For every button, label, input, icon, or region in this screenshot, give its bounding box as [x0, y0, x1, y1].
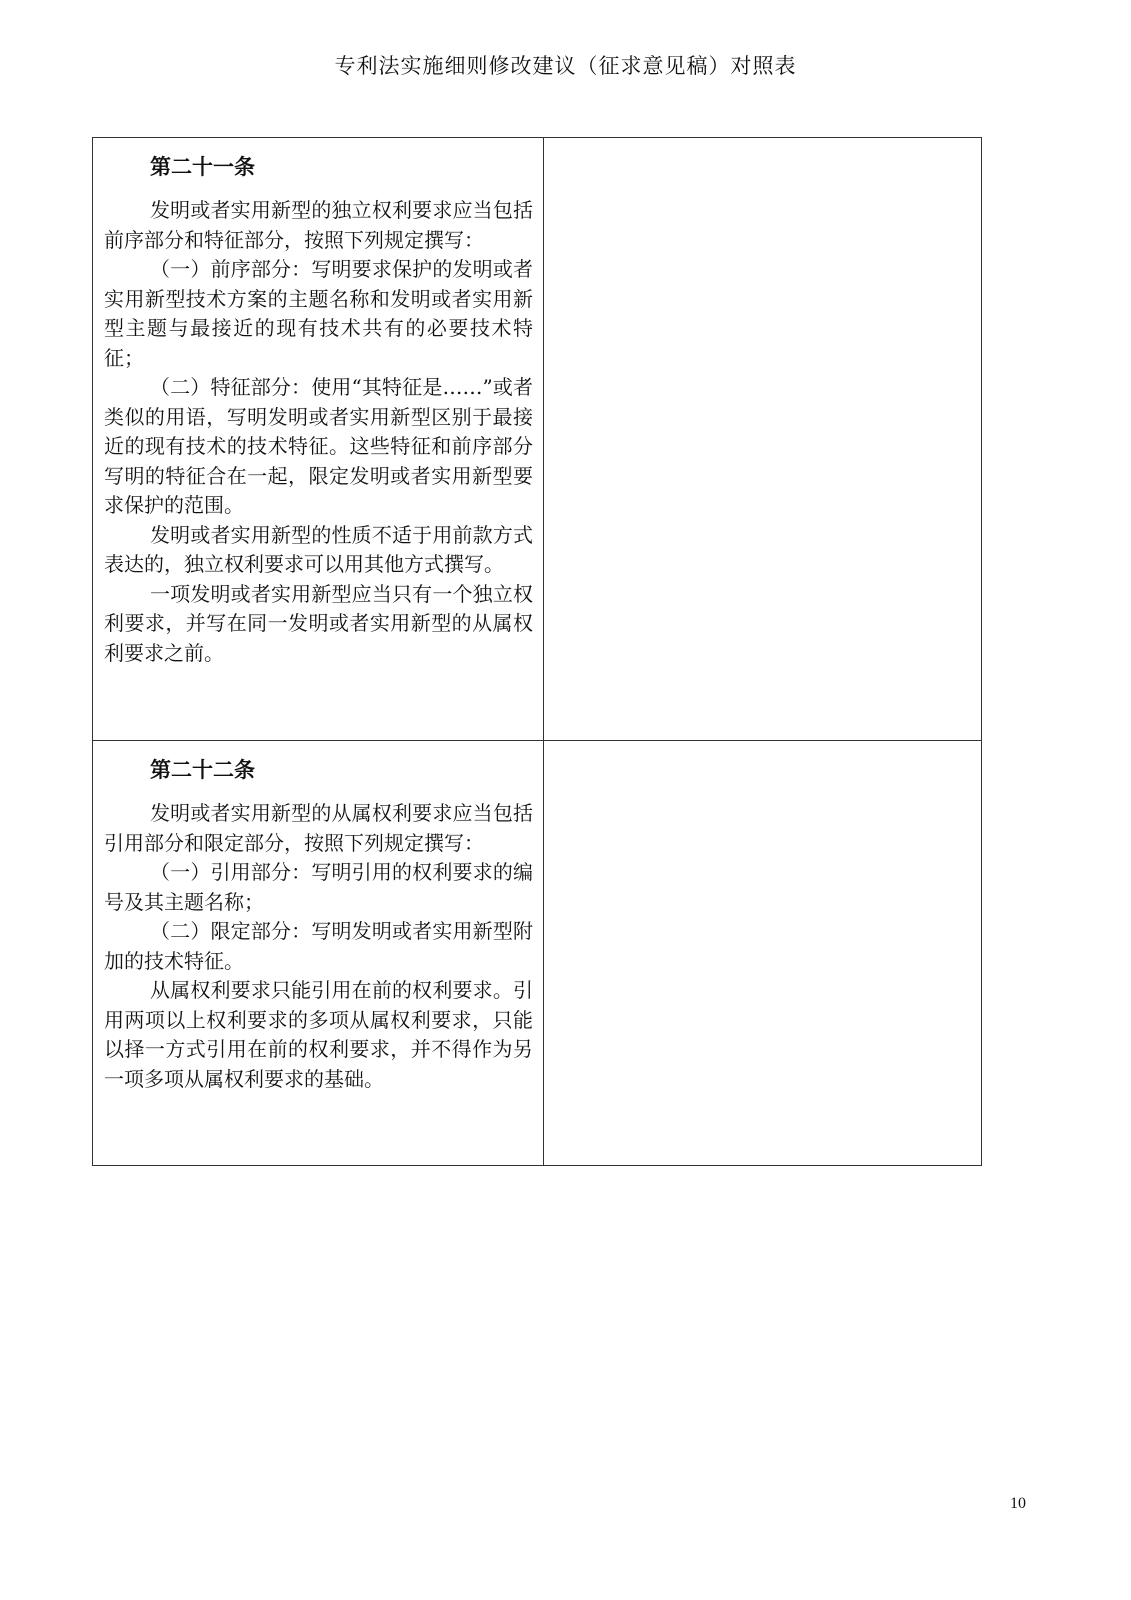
original-text-cell: [93, 138, 544, 741]
article-paragraph: 发明或者实用新型的性质不适于用前款方式表达的，独立权利要求可以用其他方式撰写。: [104, 522, 533, 576]
article-paragraph: （二）限定部分：写明发明或者实用新型附加的技术特征。: [104, 919, 533, 973]
article-paragraph: 从属权利要求只能引用在前的权利要求。引用两项以上权利要求的多项从属权利要求，只能以择一方式引用在前的权利要求，并不得作为另一项多项从属权利要求的基础。: [104, 978, 533, 1091]
table-row: [93, 138, 982, 741]
revision-text-cell: [544, 138, 982, 741]
article-paragraph: 发明或者实用新型的独立权利要求应当包括前序部分和特征部分，按照下列规定撰写：: [104, 198, 533, 252]
page-number: 10: [1010, 1495, 1026, 1512]
page-title: 专利法实施细则修改建议（征求意见稿）对照表: [334, 54, 797, 78]
revision-text-cell: [544, 741, 982, 1166]
article-paragraph: （二）特征部分：使用“其特征是……”或者类似的用语，写明发明或者实用新型区别于最接近的现有技术的技术特征。这些特征和前序部分写明的特征合在一起，限定发明或者实用新型要求保护的范围。: [104, 375, 533, 517]
table-row: [93, 741, 982, 1166]
article-paragraph: 发明或者实用新型的从属权利要求应当包括引用部分和限定部分，按照下列规定撰写：: [104, 801, 533, 855]
comparison-table: [92, 137, 982, 1166]
article-paragraph: （一）引用部分：写明引用的权利要求的编号及其主题名称；: [104, 860, 533, 914]
article-title: 第二十二条: [150, 758, 255, 782]
article-paragraph: （一）前序部分：写明要求保护的发明或者实用新型技术方案的主题名称和发明或者实用新型主题与最接近的现有技术共有的必要技术特征；: [104, 257, 533, 370]
article-title: 第二十一条: [150, 155, 255, 179]
original-text-cell: [93, 741, 544, 1166]
article-paragraph: 一项发明或者实用新型应当只有一个独立权利要求，并写在同一发明或者实用新型的从属权利要求之前。: [104, 581, 533, 665]
